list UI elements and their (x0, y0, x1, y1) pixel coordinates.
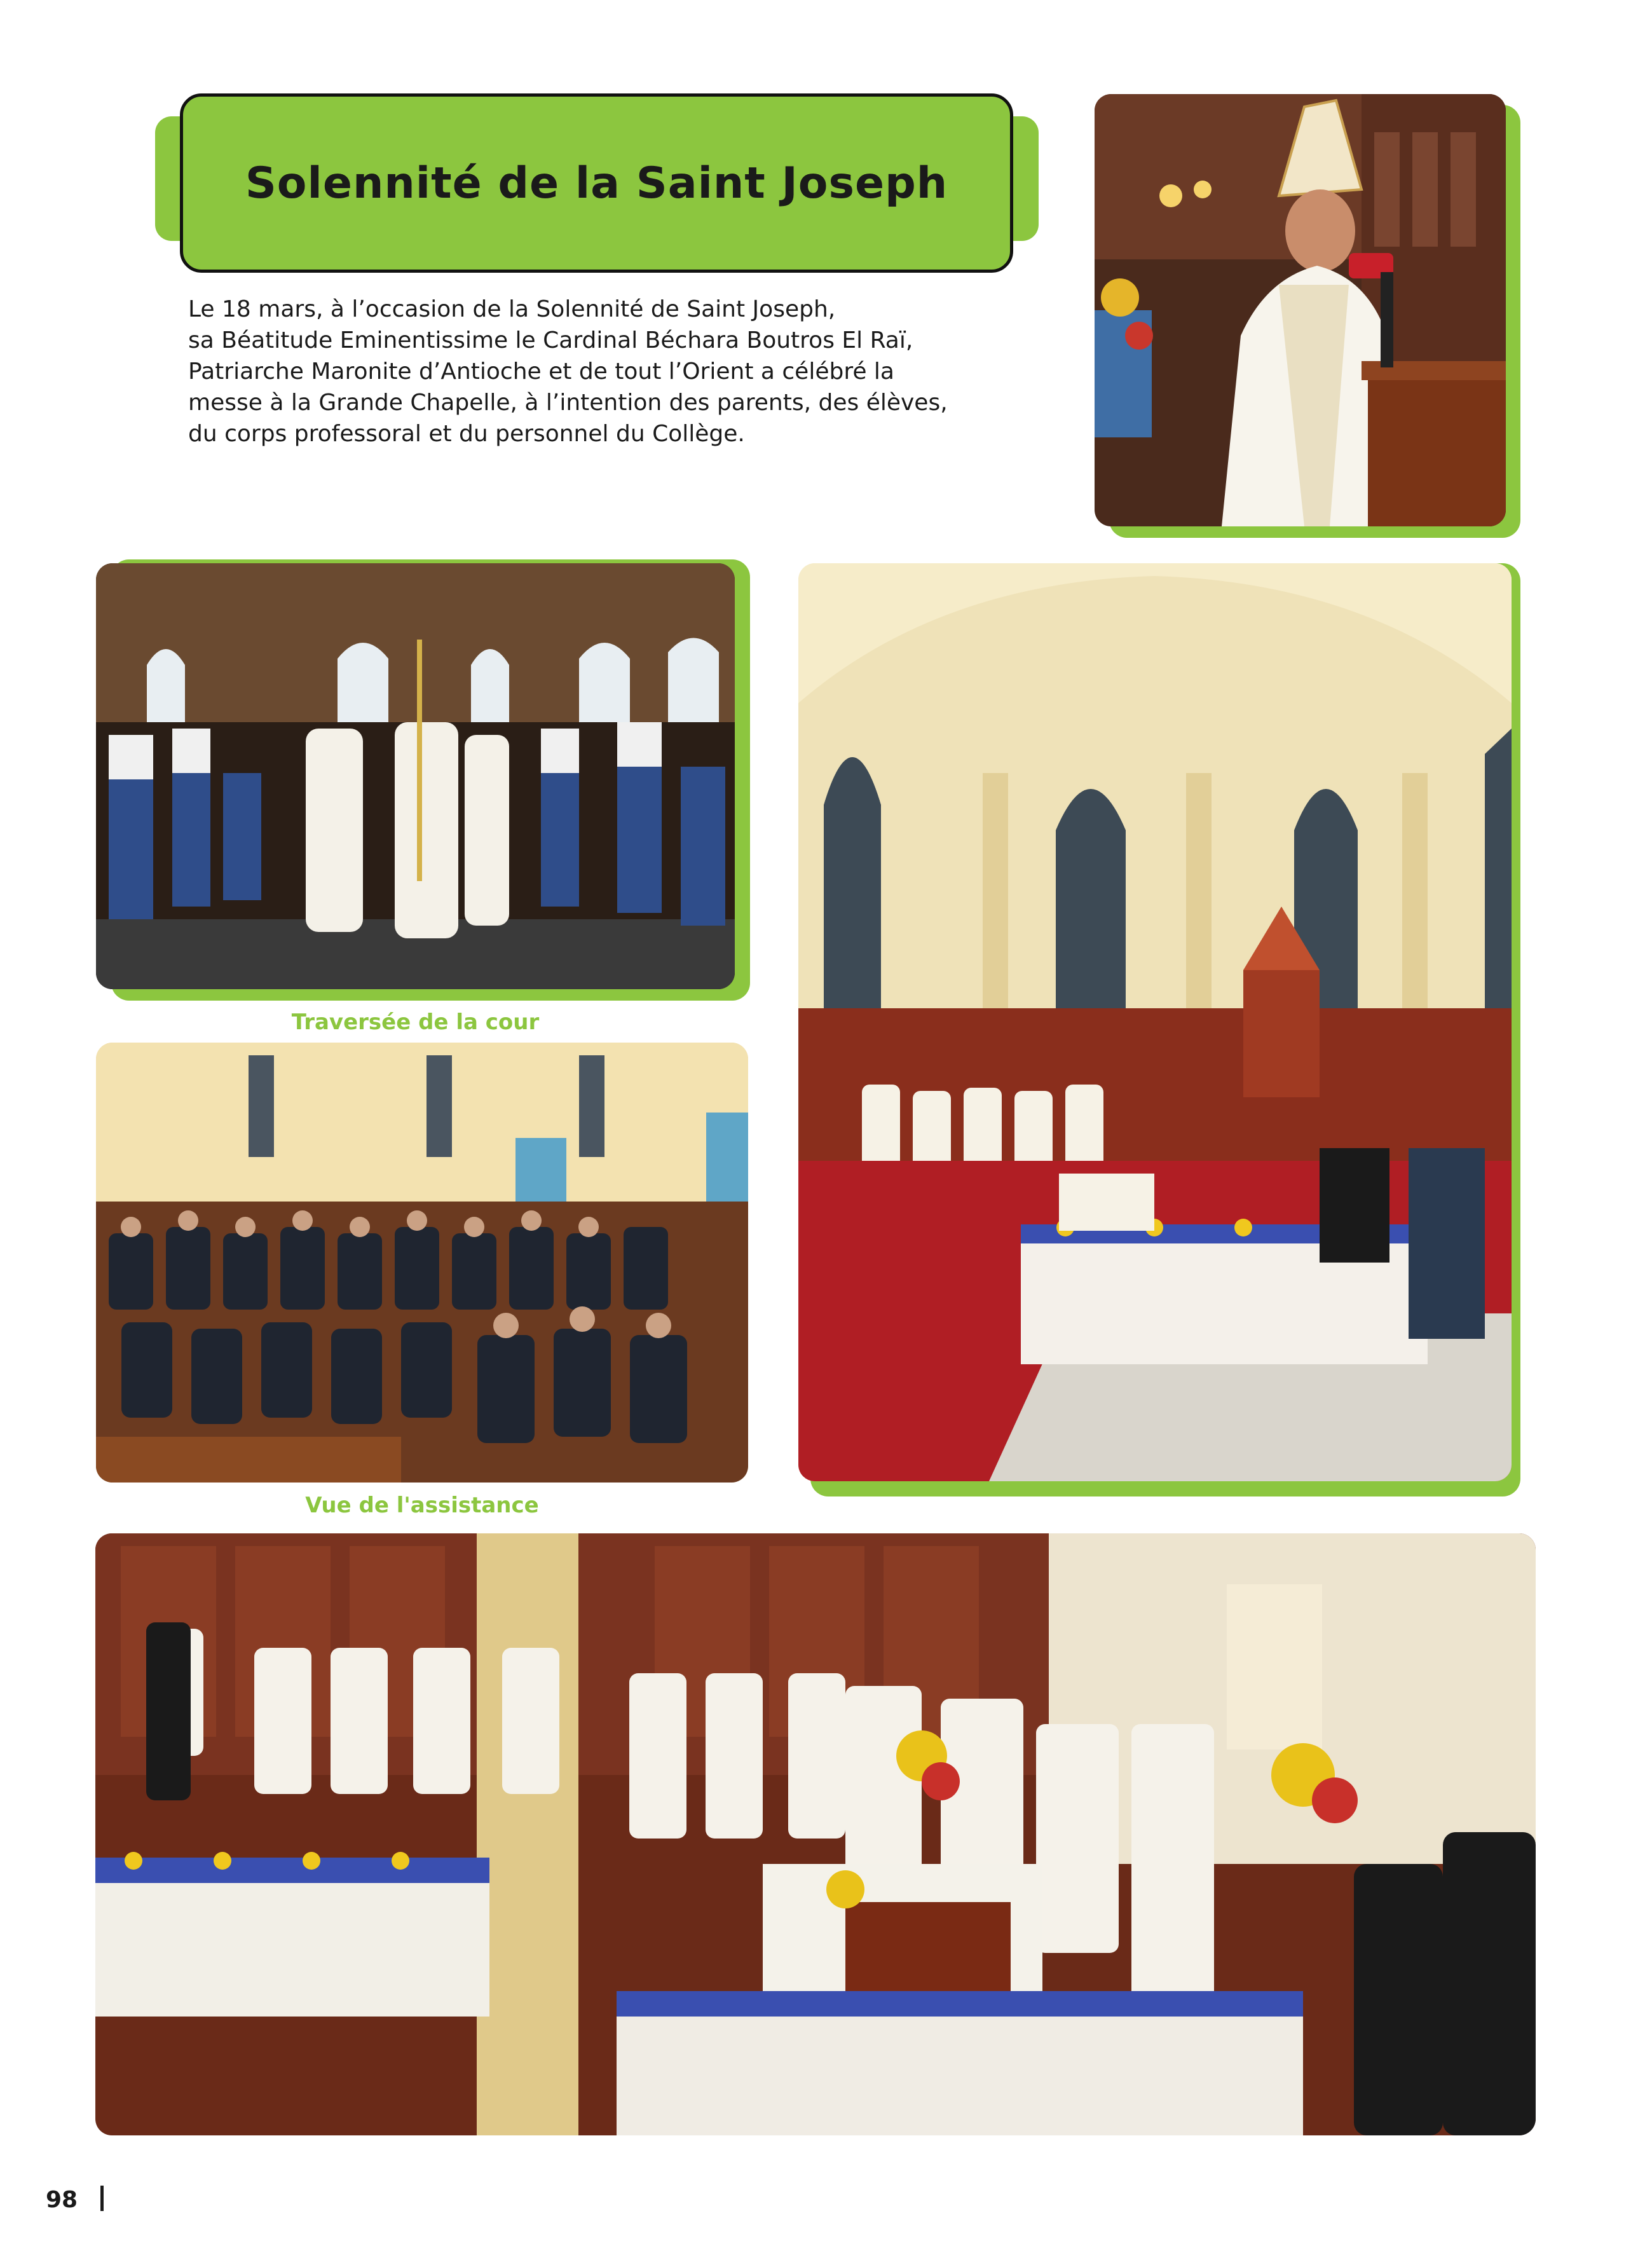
caption-assembly: Vue de l'assistance (305, 1493, 539, 1518)
photo-assembly (96, 1043, 748, 1483)
photo-mass-altar (95, 1533, 1536, 2135)
intro-line: du corps professoral et du personnel du Collège. (188, 421, 745, 447)
caption-procession: Traversée de la cour (291, 1010, 540, 1035)
photo-patriarch-lectern (1095, 94, 1506, 526)
intro-line: Le 18 mars, à l’occasion de la Solennité de Saint Joseph, (188, 296, 836, 322)
intro-line: Patriarche Maronite d’Antioche et de tout l’Orient a célébré la (188, 359, 894, 385)
page-number: 98 (46, 2187, 78, 2213)
title-banner (180, 93, 1013, 273)
intro-line: sa Béatitude Eminentissime le Cardinal Béchara Boutros El Raï, (188, 327, 913, 353)
intro-paragraph (188, 294, 1027, 449)
page-title: Solennité de la Saint Joseph (245, 158, 948, 209)
intro-line: messe à la Grande Chapelle, à l’intention des parents, des élèves, (188, 390, 948, 416)
photo-chapel-altar (798, 563, 1512, 1481)
folio-divider (100, 2186, 104, 2211)
photo-procession (96, 563, 735, 989)
